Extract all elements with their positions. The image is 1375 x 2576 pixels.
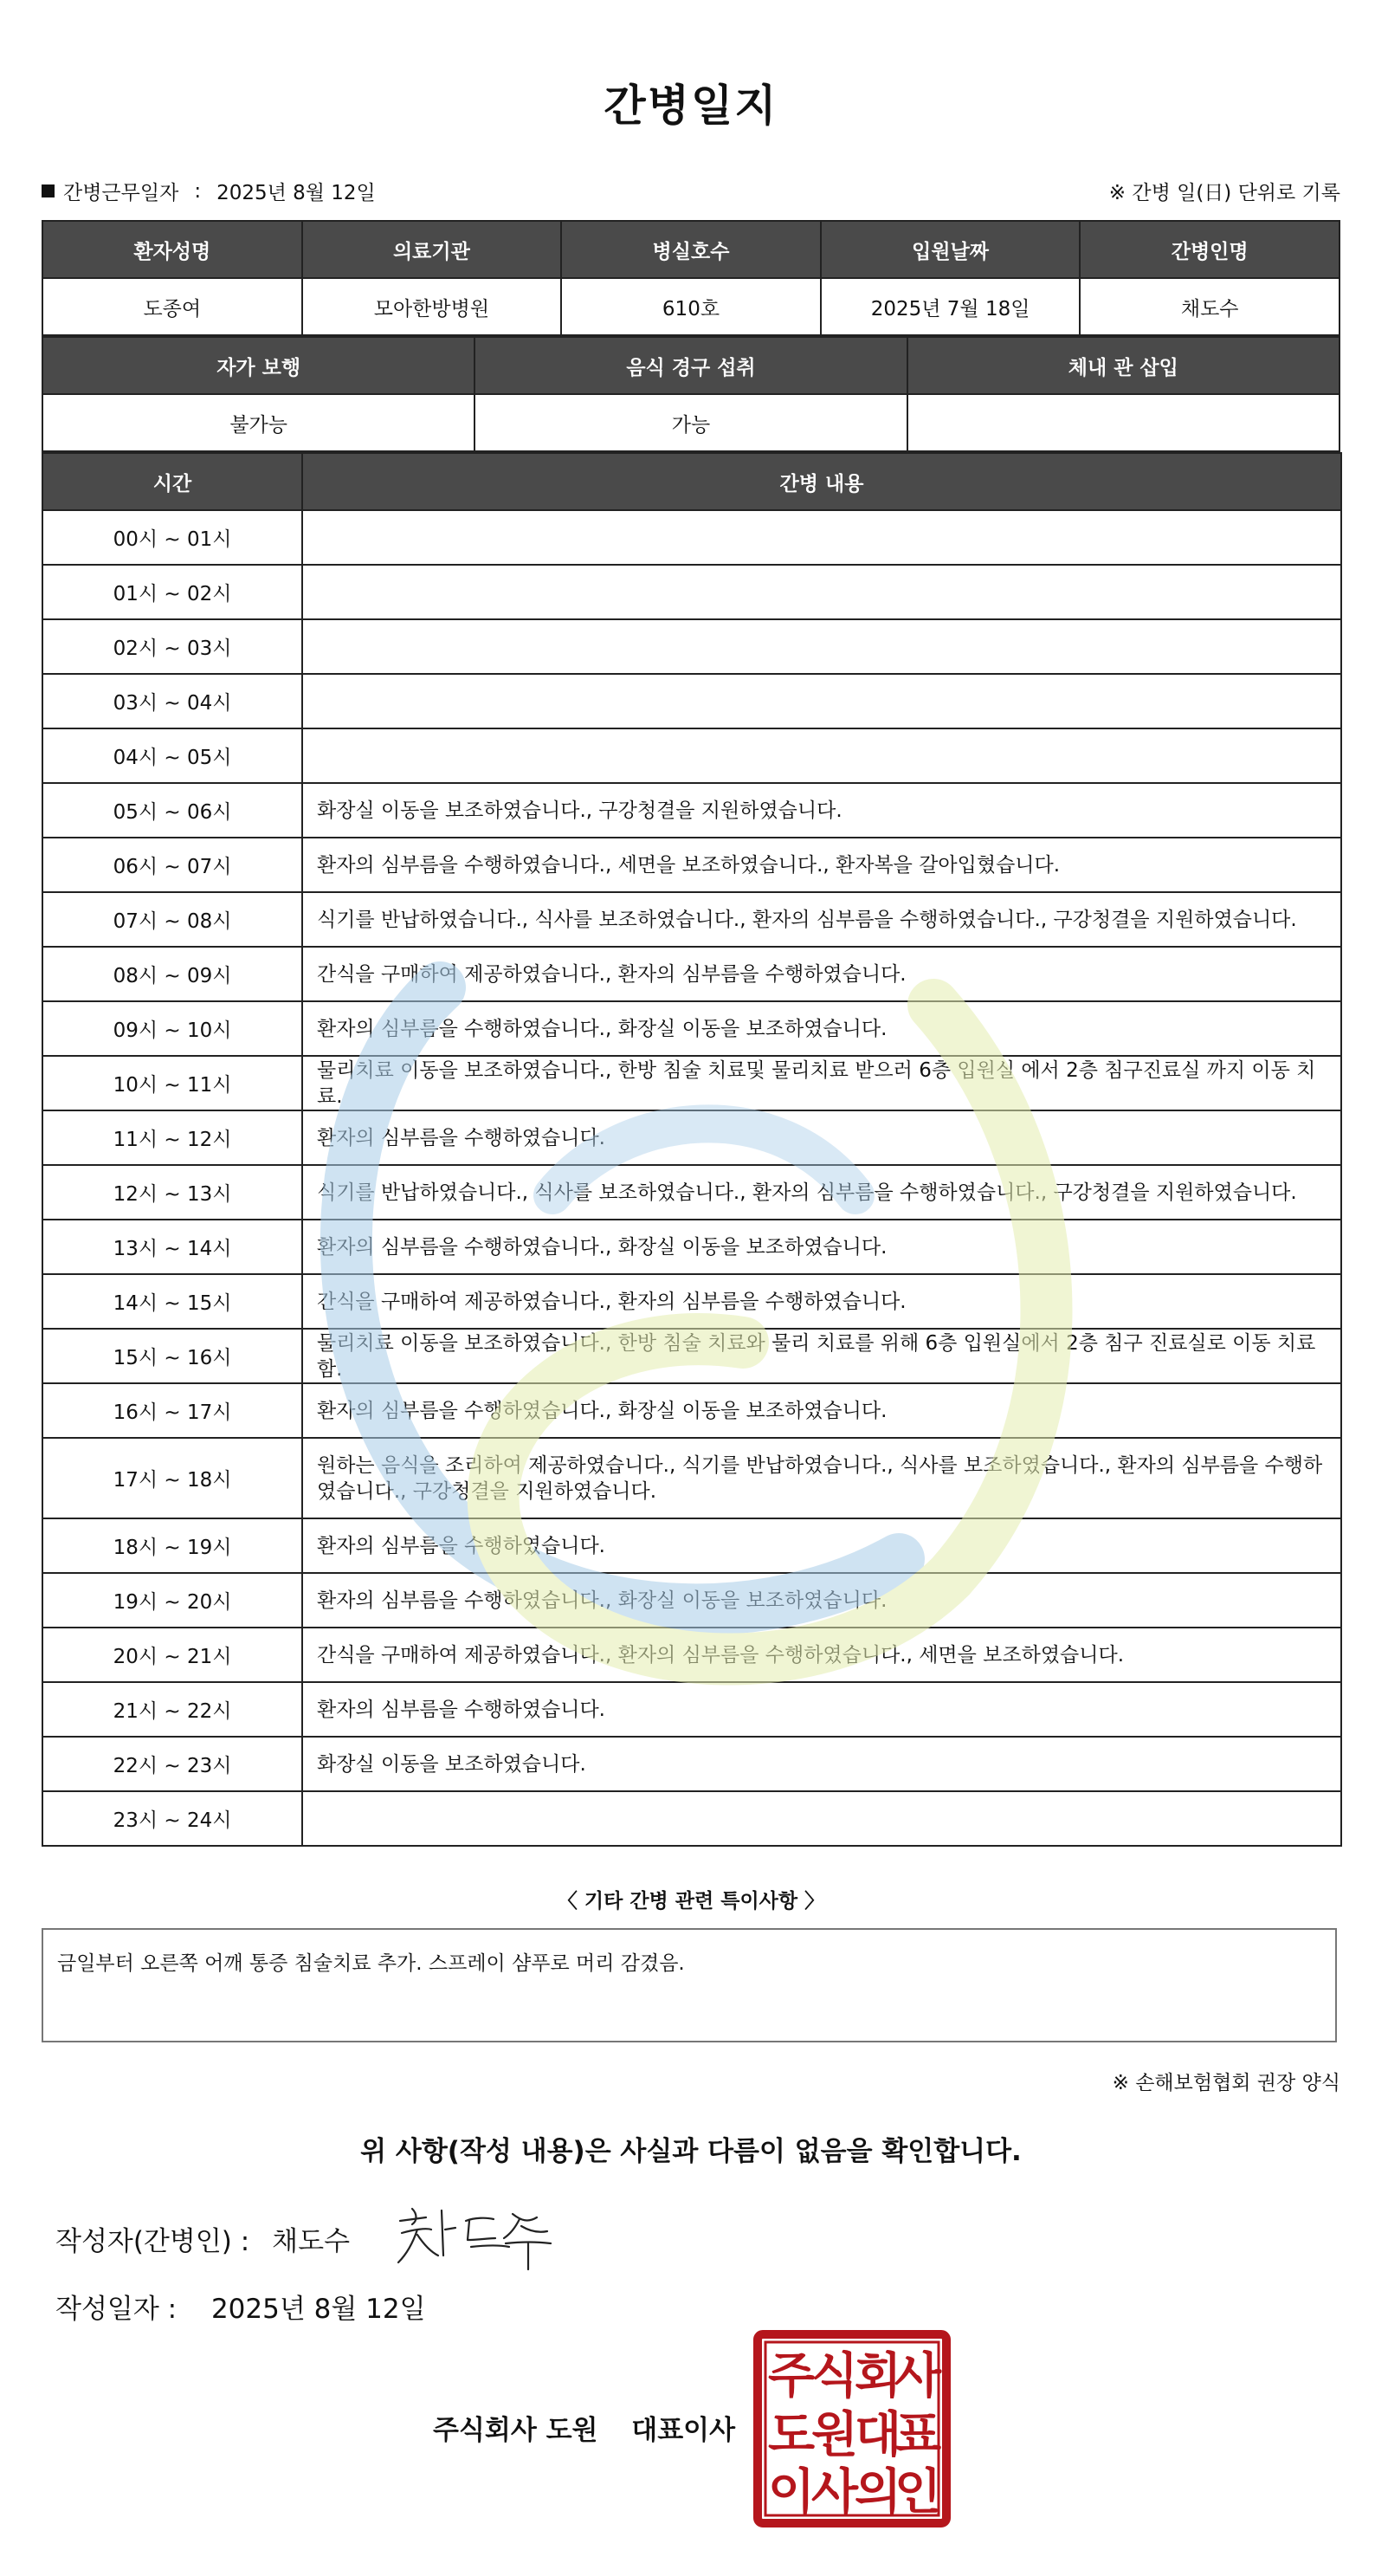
care-log-time: 06시 ~ 07시 [42,838,302,892]
writer-label: 작성자(간병인) : [55,2226,250,2257]
care-log-row [42,1438,1341,1518]
care-log-time: 14시 ~ 15시 [42,1274,302,1329]
handwritten-signature [391,2195,556,2273]
care-log-time: 04시 ~ 05시 [42,728,302,783]
header-admission-date: 입원날짜 [821,221,1081,278]
seal-character: 원 [810,2407,859,2463]
work-date-label: 간병근무일자 [63,182,179,204]
admission-date: 2025년 7월 18일 [821,278,1081,335]
care-log-time: 22시 ~ 23시 [42,1737,302,1791]
care-log-row [42,1518,1341,1573]
special-notes-content: 금일부터 오른쪽 어깨 통증 침술치료 추가. 스프레이 샴푸로 머리 감겼음. [57,1952,685,1975]
patient-table-row [42,278,1339,335]
care-log-content: 간식을 구매하여 제공하였습니다., 환자의 심부름을 수행하였습니다. [302,947,1341,1001]
care-log-content: 화장실 이동을 보조하였습니다. [302,1737,1341,1791]
written-date-label: 작성일자 : [55,2294,178,2325]
writer-line [55,2219,350,2258]
seal-character: 의 [854,2464,902,2521]
care-log-row [42,1329,1341,1383]
patient-table [42,220,1340,336]
care-log-content: 환자의 심부름을 수행하였습니다., 화장실 이동을 보조하였습니다. [302,1573,1341,1628]
care-log-row [42,1573,1341,1628]
care-log-row [42,1056,1341,1110]
header-oral-intake: 음식 경구 섭취 [474,337,907,394]
care-log-row [42,619,1341,674]
seal-character: 식 [810,2348,859,2404]
care-log-content [302,674,1341,728]
seal-character: 회 [854,2348,902,2404]
header-patient-name: 환자성명 [42,221,302,278]
care-log-content: 물리치료 이동을 보조하였습니다., 한방 침술 치료및 물리치료 받으러 6층 입원실 에서 2층 침구진료실 까지 이동 치료. [302,1056,1341,1110]
status-table-row [42,394,1339,451]
care-log-time: 20시 ~ 21시 [42,1628,302,1682]
company-seal-stamp [753,2330,951,2527]
header-tube: 체내 관 삽입 [907,337,1339,394]
care-log-time: 09시 ~ 10시 [42,1001,302,1056]
care-log-time: 03시 ~ 04시 [42,674,302,728]
care-log-time: 17시 ~ 18시 [42,1438,302,1518]
care-log-content: 환자의 심부름을 수행하였습니다. [302,1682,1341,1737]
care-log-time: 07시 ~ 08시 [42,892,302,947]
care-log-row [42,1274,1341,1329]
care-log-row [42,1791,1341,1846]
care-log-content [302,728,1341,783]
room-number: 610호 [561,278,821,335]
care-log-row [42,838,1341,892]
care-log-content: 간식을 구매하여 제공하였습니다., 환자의 심부름을 수행하였습니다. [302,1274,1341,1329]
care-log-content: 식기를 반납하였습니다., 식사를 보조하였습니다., 환자의 심부름을 수행하였습니다., 구강청결을 지원하였습니다. [302,1165,1341,1220]
care-log-time: 19시 ~ 20시 [42,1573,302,1628]
seal-character: 인 [894,2464,942,2521]
seal-character: 사 [894,2348,942,2404]
care-log-time: 18시 ~ 19시 [42,1518,302,1573]
seal-character: 주 [767,2348,816,2404]
oral-intake-status: 가능 [474,394,907,451]
status-table-header [42,337,1339,394]
care-log-time: 21시 ~ 22시 [42,1682,302,1737]
care-log-row [42,1165,1341,1220]
seal-character: 대 [854,2407,902,2463]
care-log-content [302,565,1341,619]
header-care-content: 간병 내용 [302,453,1341,510]
care-log-content: 환자의 심부름을 수행하였습니다. [302,1518,1341,1573]
caregiver-name: 채도수 [1080,278,1339,335]
care-log-content: 식기를 반납하였습니다., 식사를 보조하였습니다., 환자의 심부름을 수행하였습니다., 구강청결을 지원하였습니다. [302,892,1341,947]
care-log-time: 11시 ~ 12시 [42,1110,302,1165]
care-log-time: 08시 ~ 09시 [42,947,302,1001]
header-walking: 자가 보행 [42,337,474,394]
document-title: 간병일지 [604,81,778,131]
care-log-content: 환자의 심부름을 수행하였습니다., 화장실 이동을 보조하였습니다. [302,1220,1341,1274]
care-log-time: 02시 ~ 03시 [42,619,302,674]
care-log-header [42,453,1341,510]
special-notes-box [42,1928,1337,2042]
care-log-row [42,510,1341,565]
written-date [55,2287,426,2326]
seal-character: 사 [810,2464,859,2521]
care-log-content: 환자의 심부름을 수행하였습니다. [302,1110,1341,1165]
care-log-content: 물리치료 이동을 보조하였습니다., 한방 침술 치료와 물리 치료를 위해 6층 입원실에서 2층 침구 진료실로 이동 치료함. [302,1329,1341,1383]
association-note: ※ 손해보험협회 권장 양식 [1112,2072,1340,2094]
seal-character: 표 [894,2407,942,2463]
care-log-row [42,728,1341,783]
work-date-value: 2025년 8월 12일 [216,182,376,204]
care-log-row [42,565,1341,619]
seal-character: 도 [767,2407,816,2463]
company-signature-line [433,2408,735,2447]
unit-note: ※ 간병 일(日) 단위로 기록 [1108,182,1340,204]
confirmation-statement: 위 사항(작성 내용)은 사실과 다름이 없음을 확인합니다. [360,2136,1022,2167]
company-title: 대표이사 [631,2415,736,2446]
care-log-content: 간식을 구매하여 제공하였습니다., 환자의 심부름을 수행하였습니다., 세면을 보조하였습니다. [302,1628,1341,1682]
header-time: 시간 [42,453,302,510]
care-log-time: 01시 ~ 02시 [42,565,302,619]
care-log-body [42,510,1341,1846]
care-log-time: 00시 ~ 01시 [42,510,302,565]
header-caregiver: 간병인명 [1080,221,1339,278]
meta-row [42,177,1340,206]
work-date-sep: : [194,179,202,203]
care-log-row [42,674,1341,728]
care-log-time: 23시 ~ 24시 [42,1791,302,1846]
special-notes-title: 〈 기타 간병 관련 특이사항 〉 [557,1890,825,1913]
tube-status [907,394,1339,451]
care-log-content: 화장실 이동을 보조하였습니다., 구강청결을 지원하였습니다. [302,783,1341,838]
care-log-row [42,1737,1341,1791]
header-hospital: 의료기관 [302,221,562,278]
care-log-row [42,1220,1341,1274]
care-log-content: 환자의 심부름을 수행하였습니다., 화장실 이동을 보조하였습니다. [302,1001,1341,1056]
care-log-row [42,947,1341,1001]
care-log-row [42,783,1341,838]
care-log-row [42,1628,1341,1682]
care-log-time: 10시 ~ 11시 [42,1056,302,1110]
care-log-table [42,452,1342,1847]
bullet-square-icon [42,184,55,197]
writer-name: 채도수 [272,2226,351,2257]
hospital: 모아한방병원 [302,278,562,335]
care-log-content [302,510,1341,565]
walking-status: 불가능 [42,394,474,451]
company-name: 주식회사 도원 [433,2415,598,2446]
care-log-content [302,1791,1341,1846]
work-date [42,177,376,205]
care-log-time: 16시 ~ 17시 [42,1383,302,1438]
care-log-row [42,1110,1341,1165]
care-log-content [302,619,1341,674]
patient-table-header [42,221,1339,278]
care-log-content: 원하는 음식을 조리하여 제공하였습니다., 식기를 반납하였습니다., 식사를 보조하였습니다., 환자의 심부름을 수행하였습니다., 구강청결을 지원하였습니다. [302,1438,1341,1518]
care-log-content: 환자의 심부름을 수행하였습니다., 세면을 보조하였습니다., 환자복을 갈아입혔습니다. [302,838,1341,892]
written-date-value: 2025년 8월 12일 [210,2294,426,2325]
care-log-time: 12시 ~ 13시 [42,1165,302,1220]
header-room: 병실호수 [561,221,821,278]
care-log-time: 13시 ~ 14시 [42,1220,302,1274]
care-log-row [42,1001,1341,1056]
care-log-row [42,1682,1341,1737]
seal-character: 이 [767,2464,816,2521]
care-log-time: 15시 ~ 16시 [42,1329,302,1383]
care-log-content: 환자의 심부름을 수행하였습니다., 화장실 이동을 보조하였습니다. [302,1383,1341,1438]
care-log-time: 05시 ~ 06시 [42,783,302,838]
care-log-row [42,1383,1341,1438]
patient-name: 도종여 [42,278,302,335]
status-table [42,336,1340,452]
care-log-row [42,892,1341,947]
